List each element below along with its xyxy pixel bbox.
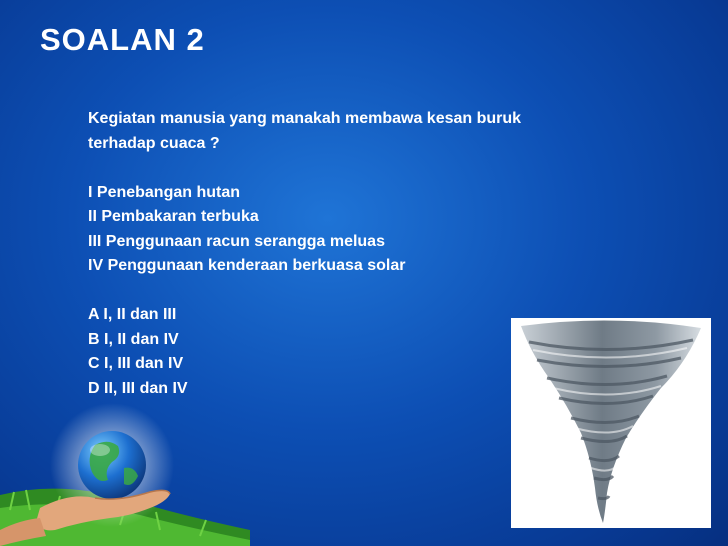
statement-3: III Penggunaan racun serangga meluas: [88, 232, 385, 250]
globe-icon: [78, 431, 146, 499]
slide-title: SOALAN 2: [40, 22, 205, 57]
tornado-icon: [511, 318, 711, 528]
option-b: B I, II dan IV: [88, 330, 179, 348]
statement-2: II Pembakaran terbuka: [88, 208, 259, 225]
question-line-1: Kegiatan manusia yang manakah membawa kesan buruk: [88, 110, 522, 127]
spacer: [88, 156, 658, 181]
option-d: D II, III dan IV: [88, 379, 188, 397]
globe-in-hand-art: [0, 380, 250, 546]
tornado-picture: [511, 318, 711, 528]
spacer: [88, 279, 658, 304]
option-c: C I, III dan IV: [88, 355, 184, 372]
option-a: A I, II dan III: [88, 306, 177, 323]
statement-1: I Penebangan hutan: [88, 183, 241, 201]
statement-4: IV Penggunaan kenderaan berkuasa solar: [88, 257, 406, 274]
question-line-2: terhadap cuaca ?: [88, 134, 220, 152]
